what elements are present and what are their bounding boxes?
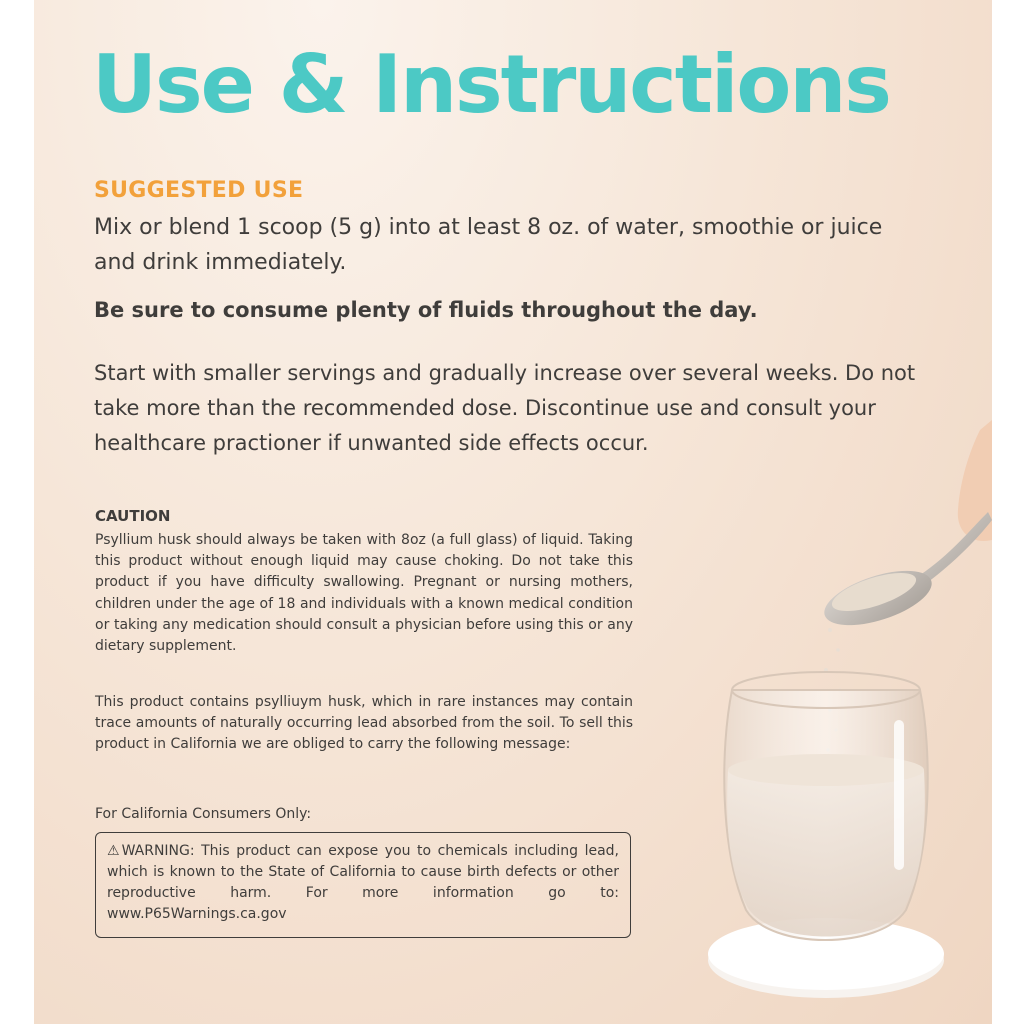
lead-note: This product contains psylliuym husk, which in rare instances may contain trace amounts of naturally occurring lead absorbed from the soil. To sell this product in California we are obliged to carry the following message:	[95, 694, 633, 753]
page-title: Use & Instructions	[92, 38, 890, 131]
caution-text: Psyllium husk should always be taken with 8oz (a full glass) of liquid. Taking this product without enough liquid may cause choking. Do not take this product if you have difficulty swallowing. Pregnant or nursing mothers, children under the age of 18 and individuals with a known medical condition or taking any medication should consult a physician before using this or any dietary supplement.	[95, 532, 633, 655]
spoon-handle	[920, 512, 992, 582]
fluids-note: Be sure to consume plenty of fluids throughout the day.	[94, 298, 758, 322]
right-margin	[992, 0, 1024, 1024]
glass-with-spoon-illustration	[680, 420, 992, 1024]
start-note: Start with smaller servings and gradually increase over several weeks. Do not take more than the recommended dose. Discontinue use and consult your healthcare practioner if unwanted side effects occur.	[94, 361, 916, 455]
suggested-use-heading: SUGGESTED USE	[94, 178, 304, 203]
california-label: For California Consumers Only:	[95, 806, 312, 822]
prop65-warning-box	[95, 832, 631, 938]
suggested-use-text: Mix or blend 1 scoop (5 g) into at least 8 oz. of water, smoothie or juice and drink immediately.	[94, 215, 883, 275]
warning-text: WARNING: This product can expose you to chemicals including lead, which is known to the State of California to cause birth defects or other reproductive harm. For more information go to: www.P65Warnings.ca.gov	[107, 843, 619, 922]
left-margin	[0, 0, 34, 1024]
warning-triangle-icon: ⚠	[107, 843, 120, 859]
caution-heading: CAUTION	[95, 507, 171, 525]
